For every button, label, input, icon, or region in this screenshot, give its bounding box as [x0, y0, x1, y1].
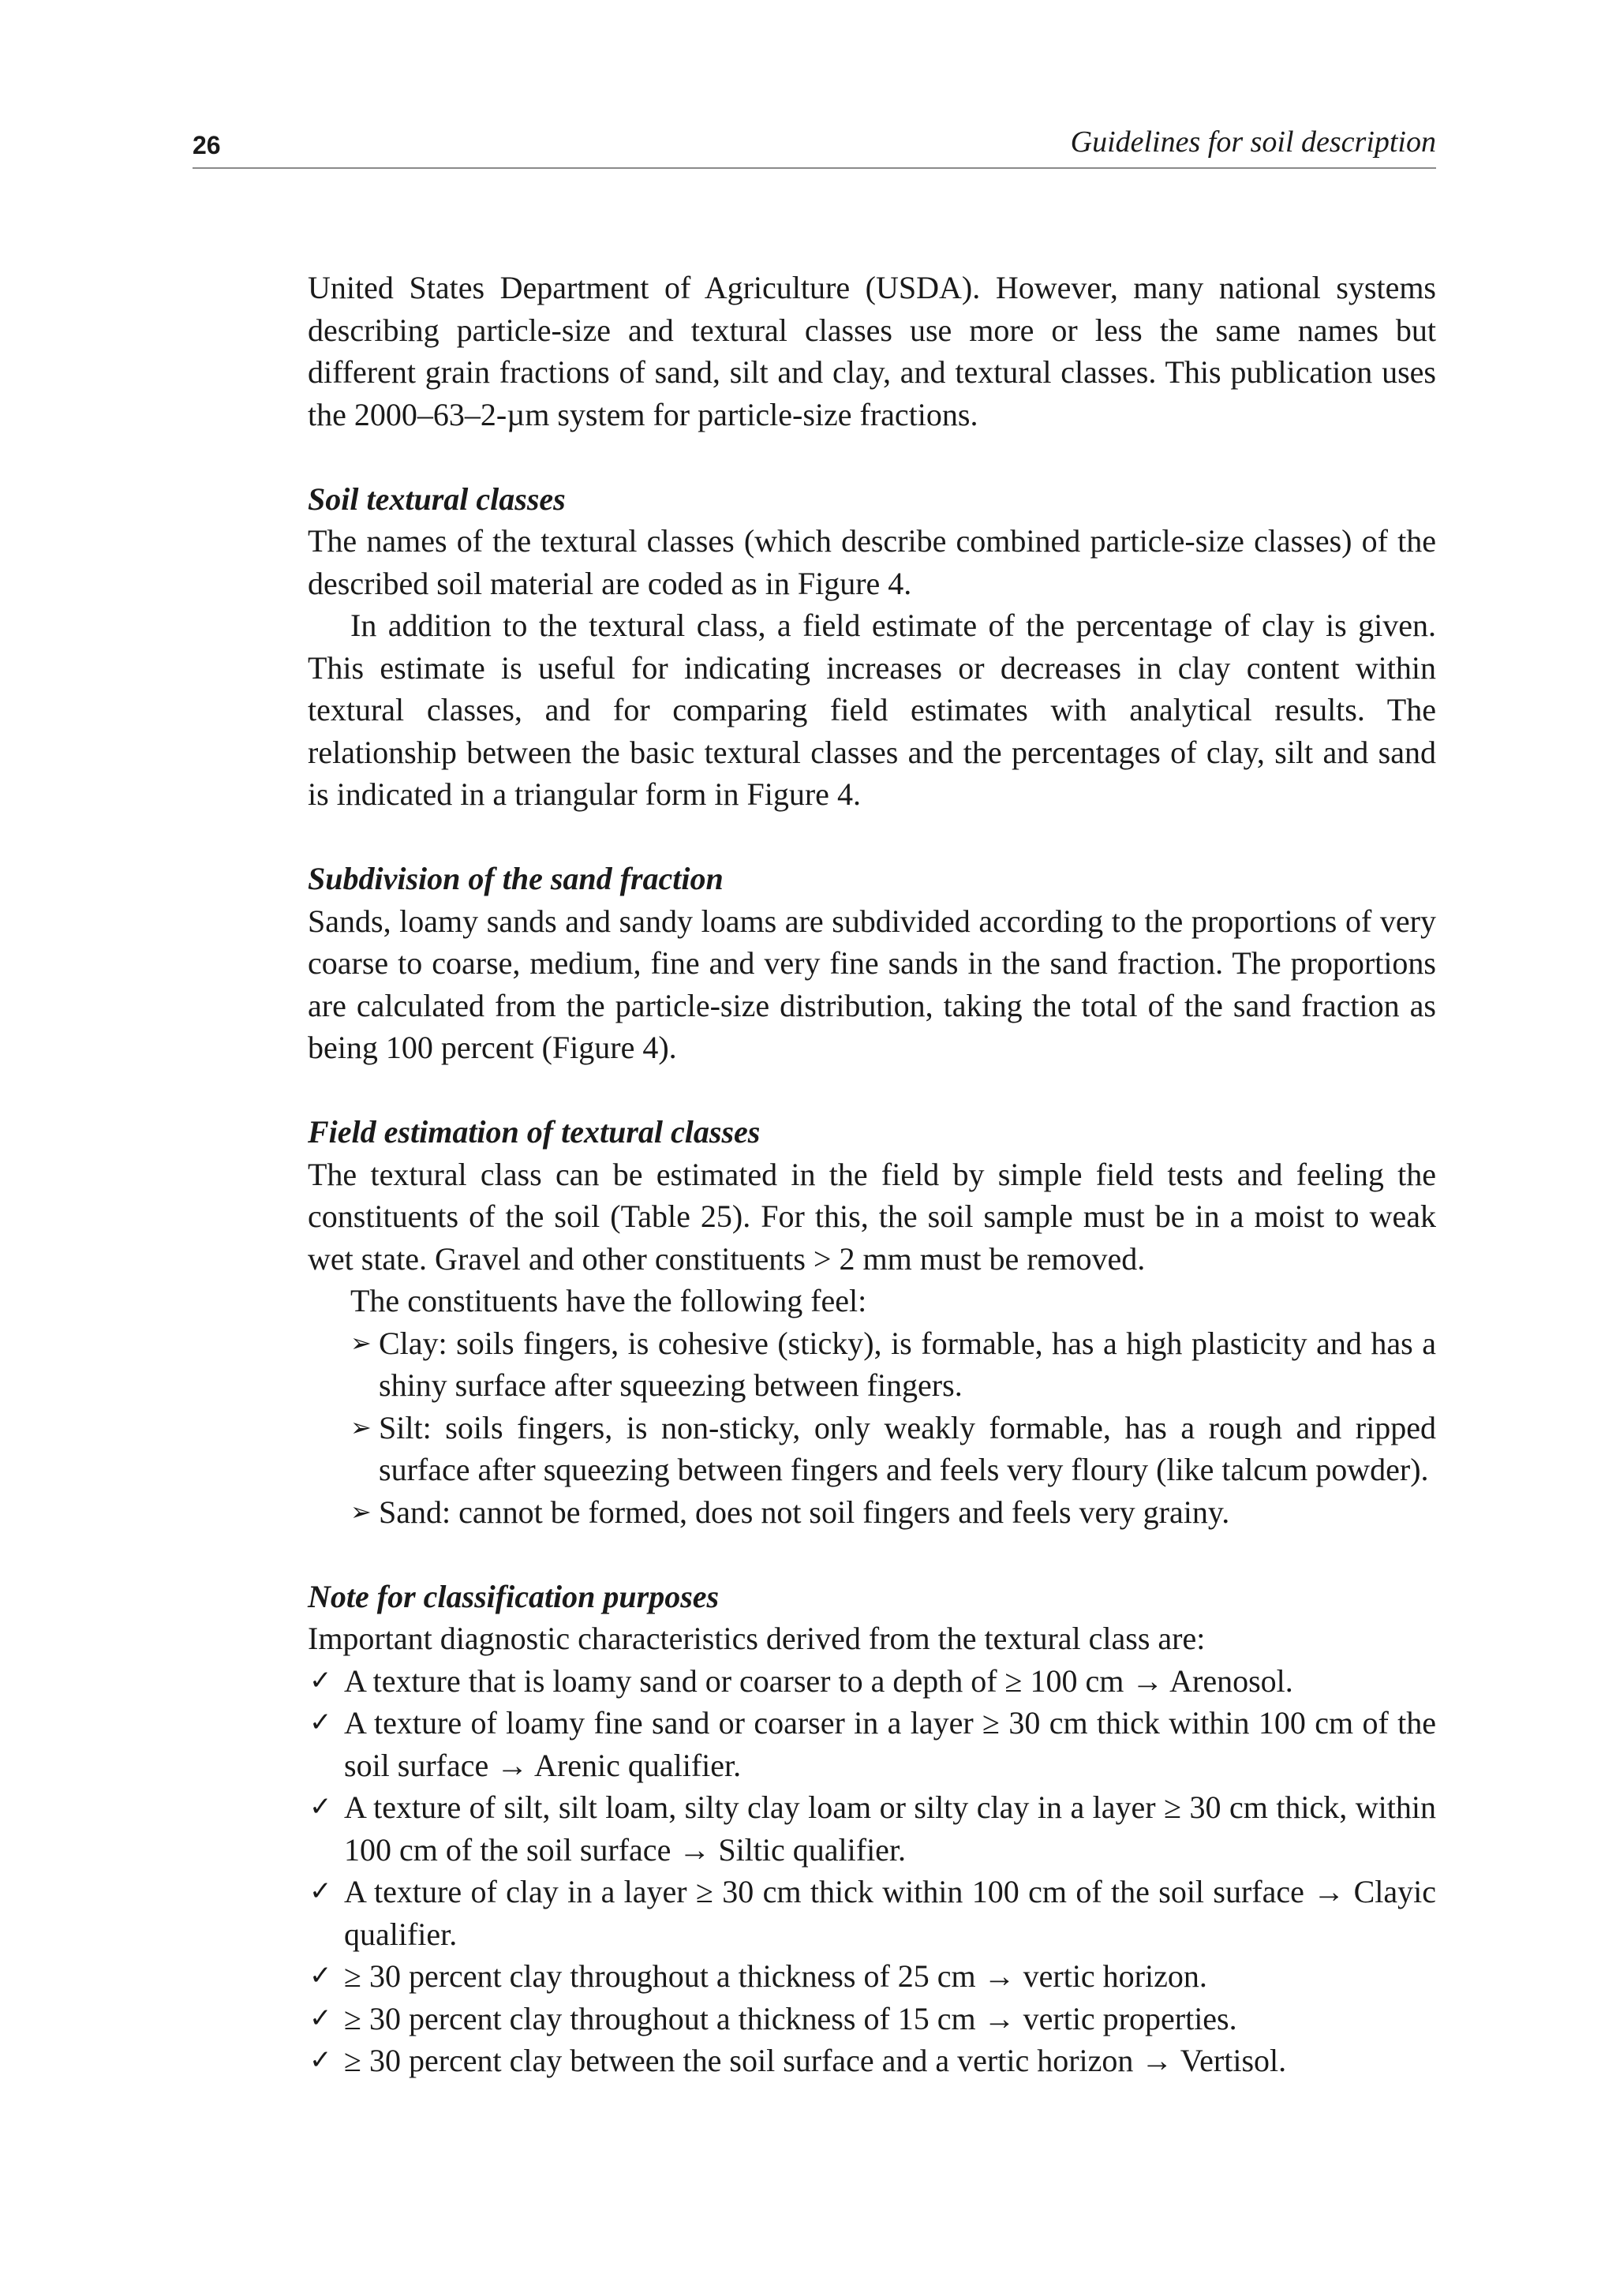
list-item-text: ≥ 30 percent clay between the soil surface and a vertic horizon → Vertisol. — [344, 2043, 1287, 2078]
list-item — [308, 1786, 1436, 1871]
list-item-text: Clay: soils fingers, is cohesive (sticky), is formable, has a high plasticity and has a shiny surface after squeezing between fingers. — [379, 1325, 1436, 1403]
section-heading: Note for classification purposes — [308, 1578, 720, 1614]
paragraph: The names of the textural classes (which describe combined particle-size classes) of the described soil material are coded as in Figure 4. — [308, 523, 1436, 601]
running-title: Guidelines for soil description — [1070, 125, 1436, 159]
list-item — [308, 1491, 1436, 1534]
paragraph: Sands, loamy sands and sandy loams are subdivided according to the proportions of very coarse to coarse, medium, fine and very fine sands in the sand fraction. The proportions are calculated from the particle-size distribution, taking the total of the sand fraction as being 100 percent (Figure 4). — [308, 903, 1436, 1065]
section-heading: Subdivision of the sand fraction — [308, 861, 724, 896]
check-icon: ✓ — [309, 2002, 332, 2034]
section-soil-textural-classes — [308, 478, 1436, 816]
arrow-bullet-icon: ➢ — [350, 1327, 372, 1358]
check-icon: ✓ — [309, 1875, 332, 1907]
paragraph: The constituents have the following feel: — [350, 1283, 867, 1318]
check-icon: ✓ — [309, 2044, 332, 2076]
check-icon: ✓ — [309, 1960, 332, 1991]
paragraph: In addition to the textural class, a field estimate of the percentage of clay is given. This estimate is useful for indicating increases or decreases in clay content within textural classes, and for comparing field estimates with analytical results. The relationship between the basic textural classes and the percentages of clay, silt and sand is indicated in a triangular form in Figure 4. — [308, 608, 1436, 812]
list-item-text: Silt: soils fingers, is non-sticky, only weakly formable, has a rough and ripped surface after squeezing between fingers and feels very floury (like talcum powder). — [379, 1409, 1436, 1487]
check-icon: ✓ — [309, 1707, 332, 1738]
list-item — [308, 1702, 1436, 1786]
list-item — [308, 1871, 1436, 1955]
list-item — [308, 1407, 1436, 1491]
section-field-estimation — [308, 1111, 1436, 1533]
list-item-text: A texture of loamy fine sand or coarser in a layer ≥ 30 cm thick within 100 cm of the soil surface → Arenic qualifier. — [344, 1705, 1436, 1783]
list-item-text: ≥ 30 percent clay throughout a thickness of 25 cm → vertic horizon. — [344, 1958, 1207, 1994]
list-item — [308, 2040, 1436, 2082]
list-item — [308, 1322, 1436, 1407]
list-item — [308, 1660, 1436, 1703]
paragraph: Important diagnostic characteristics derived from the textural class are: — [308, 1621, 1206, 1656]
section-heading: Soil textural classes — [308, 481, 566, 517]
section-sand-fraction — [308, 858, 1436, 1069]
list-item-text: Sand: cannot be formed, does not soil fingers and feels very grainy. — [379, 1494, 1230, 1530]
page-body — [308, 267, 1436, 2082]
list-item-text: A texture that is loamy sand or coarser to a depth of ≥ 100 cm → Arenosol. — [344, 1662, 1293, 1699]
arrow-bullet-icon: ➢ — [350, 1496, 372, 1527]
intro-paragraph: United States Department of Agriculture (USDA). However, many national systems describing particle-size and textural classes use more or less the same names but different grain fractions of sand, silt and clay, and textural classes. This publication uses the 2000–63–2-µm system for particle-size fractions. — [308, 270, 1436, 432]
check-icon: ✓ — [309, 1664, 332, 1696]
constituent-feel-list — [308, 1322, 1436, 1534]
list-item — [308, 1998, 1436, 2040]
list-item-text: A texture of silt, silt loam, silty clay loam or silty clay in a layer ≥ 30 cm thick, within 100 cm of the soil surface → Siltic qualifier. — [344, 1789, 1436, 1868]
section-classification-note — [308, 1576, 1436, 2082]
page-number: 26 — [193, 131, 221, 159]
paragraph: The textural class can be estimated in the field by simple field tests and feeling the constituents of the soil (Table 25). For this, the soil sample must be in a moist to weak wet state. Gravel and other constituents > 2 mm must be removed. — [308, 1156, 1436, 1277]
list-item — [308, 1955, 1436, 1998]
arrow-bullet-icon: ➢ — [350, 1412, 372, 1442]
list-item-text: ≥ 30 percent clay throughout a thickness of 15 cm → vertic properties. — [344, 2000, 1237, 2036]
list-item-text: A texture of clay in a layer ≥ 30 cm thick within 100 cm of the soil surface → Clayic qualifier. — [344, 1874, 1436, 1952]
diagnostic-check-list — [308, 1660, 1436, 2082]
page-header — [193, 122, 1436, 169]
check-icon: ✓ — [309, 1791, 332, 1823]
section-heading: Field estimation of textural classes — [308, 1114, 761, 1150]
